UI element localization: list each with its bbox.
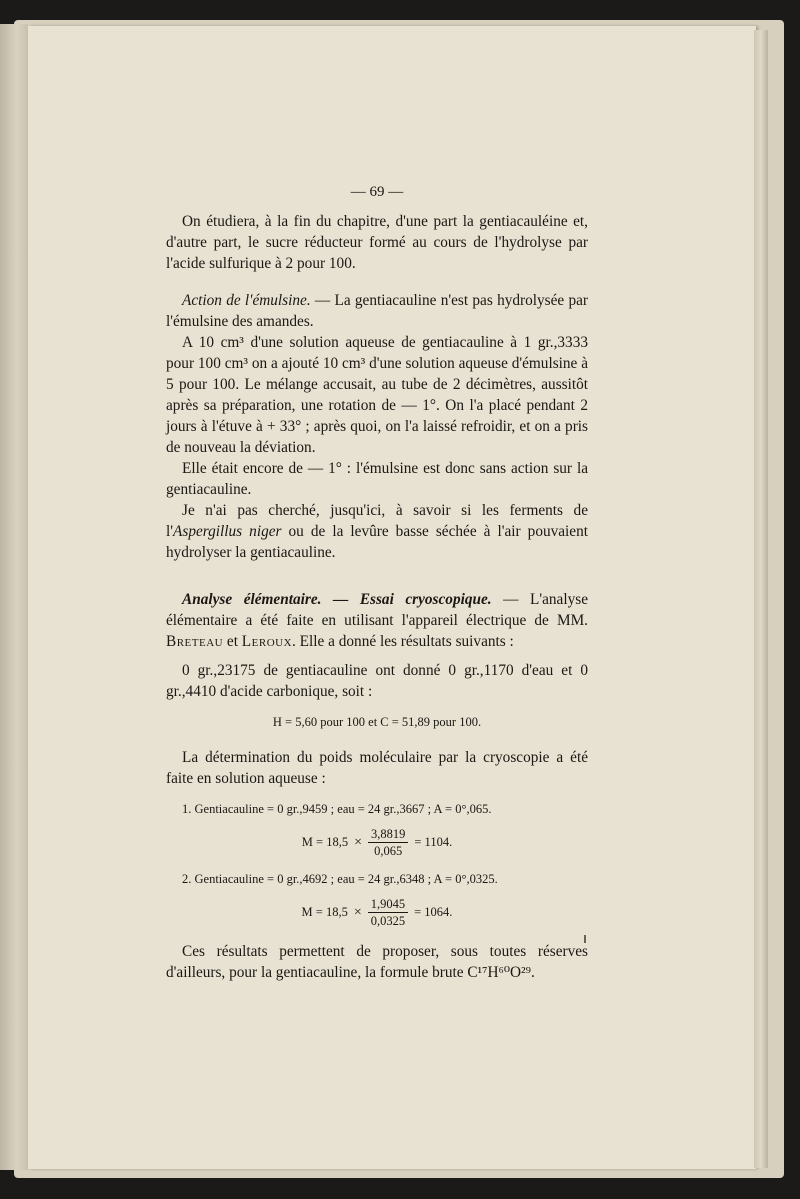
page-content: [166, 182, 588, 983]
cryoscopy-paragraph: La détermination du poids moléculaire par la cryoscopie a été faite en solution aqueuse :: [166, 749, 588, 787]
paper-mark: [584, 935, 586, 943]
author-leroux: Leroux: [241, 633, 293, 650]
emulsine-heading-text: — La gentiacauline n'est pas hydrolysée par l'émulsine des amandes.: [166, 292, 588, 330]
analysis-heading-end: . Elle a donné les résultats suivants :: [292, 633, 514, 650]
author-breteau: Breteau: [166, 633, 224, 650]
equation-1-lhs: M = 18,5: [301, 835, 349, 849]
page-edges: [754, 30, 768, 1168]
equation-2-times: ×: [353, 905, 362, 920]
emulsine-experiment-paragraph: A 10 cm³ d'une solution aqueuse de gentiacauline à 1 gr.,3333 pour 100 cm³ on a ajouté 10 cm³ d'une solution aqueuse d'émulsine à 5 pour 100. Le mélange accusait, au tube de 2 décimètres, aussitôt après sa préparation, une rotation de — 1°. On l'a placé pendant 2 jours à l'étuve à + 33° ; après quoi, on l'a laissé refroidir, et on a pris de nouveau la déviation.: [166, 334, 588, 456]
measurement-1: 1. Gentiacauline = 0 gr.,9459 ; eau = 24 gr.,3667 ; A = 0°,065.: [182, 802, 492, 816]
equation-1: [166, 826, 588, 859]
emulsine-heading: Action de l'émulsine.: [182, 292, 311, 309]
measurement-2: 2. Gentiacauline = 0 gr.,4692 ; eau = 24 gr.,6348 ; A = 0°,0325.: [182, 872, 498, 886]
composition-formula: H = 5,60 pour 100 et C = 51,89 pour 100.: [272, 715, 482, 729]
aspergillus-name: Aspergillus niger: [173, 523, 282, 540]
conclusion-paragraph: Ces résultats permettent de proposer, sous toutes réserves d'ailleurs, pour la gentiacauline, la formule brute C¹⁷H⁶⁰O²⁹.: [166, 943, 588, 981]
equation-2-result: = 1064.: [414, 905, 453, 919]
ferments-paragraph: [166, 500, 588, 563]
analysis-heading-text: — L'analyse élémentaire a été faite en utilisant l'appareil électrique de MM.: [166, 591, 588, 629]
book-spine: [0, 24, 28, 1170]
equation-1-numerator: 3,8819: [368, 826, 408, 843]
analysis-heading-paragraph: [166, 589, 588, 652]
emulsine-heading-paragraph: [166, 290, 588, 332]
ferments-text-start: Je n'ai pas cherché, jusqu'ici, à savoir si les ferments de l': [166, 502, 588, 540]
equation-2-fraction: [368, 896, 408, 929]
analysis-data-paragraph: 0 gr.,23175 de gentiacauline ont donné 0 gr.,1170 d'eau et 0 gr.,4410 d'acide carbonique, soit :: [166, 662, 588, 700]
intro-paragraph: On étudiera, à la fin du chapitre, d'une part la gentiacauléine et, d'autre part, le sucre réducteur formé au cours de l'hydrolyse par l'acide sulfurique à 2 pour 100.: [166, 213, 588, 272]
page-number: — 69 —: [350, 184, 404, 200]
ferments-text-end: ou de la levûre basse séchée à l'air pouvaient hydrolyser la gentiacauline.: [166, 523, 588, 561]
equation-1-denominator: 0,065: [374, 844, 403, 858]
equation-2-numerator: 1,9045: [368, 896, 408, 913]
equation-1-result: = 1104.: [414, 835, 453, 849]
equation-2: [166, 896, 588, 929]
equation-2-lhs: M = 18,5: [301, 905, 348, 919]
author-join: et: [223, 633, 242, 650]
analysis-heading: Analyse élémentaire. — Essai cryoscopique.: [182, 591, 492, 608]
equation-1-fraction: [368, 826, 408, 859]
equation-1-times: ×: [354, 835, 362, 850]
emulsine-result-paragraph: Elle était encore de — 1° : l'émulsine est donc sans action sur la gentiacauline.: [166, 460, 588, 498]
equation-2-denominator: 0,0325: [370, 914, 406, 928]
